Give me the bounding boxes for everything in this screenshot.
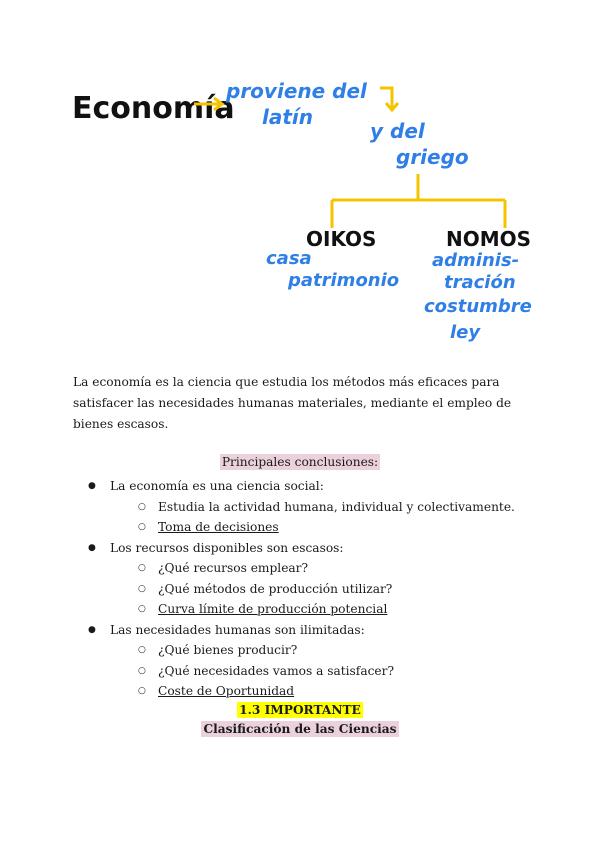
sub-list-item-text: ¿Qué necesidades vamos a satisfacer? bbox=[158, 663, 394, 678]
latin-line-1: proviene del bbox=[226, 79, 367, 103]
oikos-term: OIKOS bbox=[306, 227, 377, 251]
important-heading bbox=[0, 703, 600, 717]
list-item-text: Los recursos disponibles son escasos: bbox=[110, 540, 344, 555]
sub-list-item-text: Toma de decisiones bbox=[158, 520, 279, 534]
arrow-down-icon bbox=[380, 88, 398, 110]
sub-list-item-text: ¿Qué bienes producir? bbox=[158, 643, 298, 657]
sub-list-item bbox=[124, 681, 515, 702]
list-item-text: Las necesidades humanas son ilimitadas: bbox=[110, 622, 365, 637]
oikos-meaning-1: casa bbox=[266, 248, 312, 269]
etymology-diagram bbox=[0, 0, 600, 360]
sub-list-item bbox=[124, 558, 515, 579]
sub-list-item bbox=[124, 517, 515, 538]
root-word: Economía bbox=[72, 91, 235, 126]
list-item bbox=[88, 476, 515, 538]
sub-list-item-text: ¿Qué recursos emplear? bbox=[158, 561, 309, 575]
sub-list-item bbox=[124, 599, 515, 620]
nomos-term: NOMOS bbox=[446, 227, 532, 251]
greek-line-2: griego bbox=[396, 145, 469, 169]
latin-line-2: latín bbox=[262, 105, 314, 129]
sub-list-item bbox=[124, 579, 515, 600]
conclusions-title: Principales conclusiones: bbox=[221, 455, 379, 469]
conclusions-list bbox=[88, 476, 515, 702]
branch-lines bbox=[332, 174, 505, 228]
list-item bbox=[88, 538, 515, 620]
sub-list-item-text: Curva límite de producción potencial bbox=[158, 602, 388, 616]
section-title bbox=[0, 722, 600, 736]
nomos-meaning-3: costumbre bbox=[424, 296, 532, 317]
sub-list-item-text: ¿Qué métodos de producción utilizar? bbox=[158, 581, 393, 596]
sub-list-item bbox=[124, 661, 515, 682]
nomos-meaning-4: ley bbox=[450, 322, 481, 343]
nomos-meaning-1: adminis- bbox=[432, 250, 520, 271]
sub-list bbox=[110, 558, 515, 620]
greek-line-1: y del bbox=[370, 119, 425, 143]
sub-list bbox=[110, 640, 515, 702]
list-item bbox=[88, 620, 515, 702]
sub-list-item bbox=[124, 640, 515, 661]
list-item-text: La economía es una ciencia social: bbox=[110, 479, 324, 493]
oikos-meaning-2: patrimonio bbox=[288, 270, 400, 291]
sub-list-item-text: Estudia la actividad humana, individual y colectivamente. bbox=[158, 499, 515, 514]
sub-list-item bbox=[124, 497, 515, 518]
sub-list-item-text: Coste de Oportunidad bbox=[158, 684, 295, 698]
important-label: 1.3 IMPORTANTE bbox=[239, 703, 361, 717]
sub-list bbox=[110, 497, 515, 538]
intro-paragraph: La economía es la ciencia que estudia los métodos más eficaces para satisfacer las necesidades humanas materiales, mediante el empleo de bienes escasos. bbox=[73, 375, 512, 431]
conclusions-heading bbox=[0, 455, 600, 469]
section-title-text: Clasificación de las Ciencias bbox=[203, 722, 397, 736]
nomos-meaning-2: tración bbox=[444, 272, 516, 293]
